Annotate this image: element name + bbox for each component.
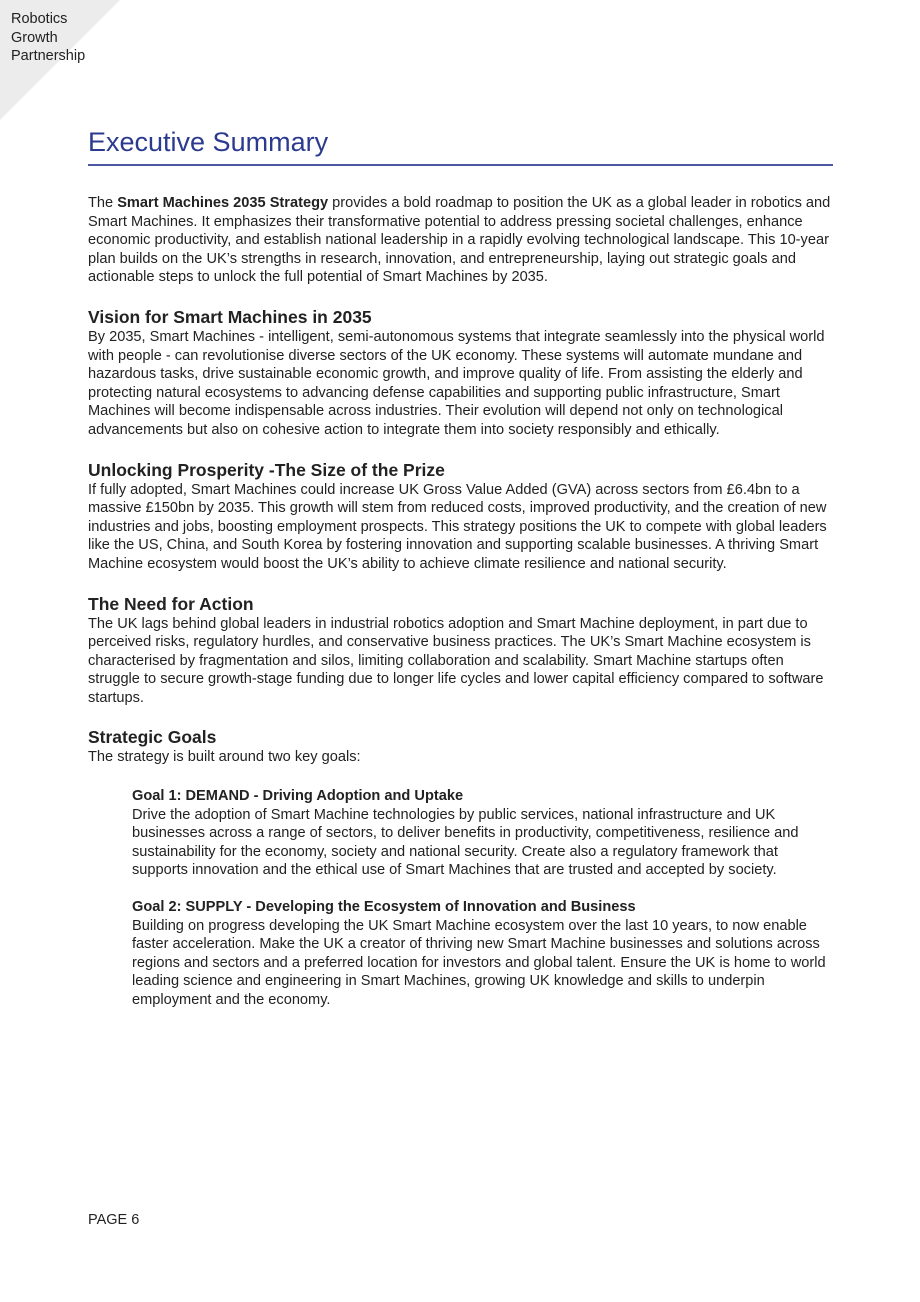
goals-list — [132, 787, 833, 1010]
section-heading: Strategic Goals — [88, 727, 217, 748]
goal-supply — [132, 898, 833, 1010]
strategy-name: Smart Machines 2035 Strategy — [117, 195, 329, 211]
title-divider — [88, 164, 833, 166]
section-vision — [88, 307, 833, 440]
intro-paragraph — [88, 194, 833, 287]
section-body: The strategy is built around two key goals: — [88, 749, 361, 766]
section-body: The UK lags behind global leaders in industrial robotics adoption and Smart Machine deployment, in part due to perceived risks, regulatory hurdles, and conservative business practices. The UK’s Smart Machine ecosystem is characterised by fragmentation and silos, limiting collaboration and scalability. Smart Machine startups often struggle to secure growth-stage funding due to longer life cycles and lower capital efficiency compared to software startups. — [88, 615, 824, 706]
intro-text-start: The — [88, 195, 118, 211]
org-name — [11, 10, 85, 66]
section-strategic-goals — [88, 727, 833, 767]
org-name-line: Growth — [11, 29, 58, 46]
goal-demand — [132, 787, 833, 880]
section-body: If fully adopted, Smart Machines could increase UK Gross Value Added (GVA) across sectors from £6.4bn to a massive £150bn by 2035. This growth will stem from reduced costs, improved productivity, and the creation of new industries and jobs, boosting employment prospects. This strategy positions the UK to compete with global leaders like the US, China, and South Korea by fostering innovation and supporting scalable businesses. A thriving Smart Machine ecosystem would boost the UK’s ability to achieve climate resilience and national security. — [88, 481, 827, 572]
section-body: By 2035, Smart Machines - intelligent, semi-autonomous systems that integrate seamlessly into the physical world with people - can revolutionise diverse sectors of the UK economy. These systems will automate mundane and hazardous tasks, drive sustainable economic growth, and improve quality of life. From assisting the elderly and protecting natural ecosystems to advancing defense capabilities and supporting public infrastructure, Smart Machines will become indispensable across industries. Their evolution will depend not only on technological advancements but also on cohesive action to integrate them into society responsibly and ethically. — [88, 328, 825, 438]
page-number: PAGE 6 — [88, 1212, 140, 1228]
main-content — [88, 124, 833, 1010]
goal-title: Goal 1: DEMAND - Driving Adoption and Uptake — [132, 788, 464, 805]
goal-body: Building on progress developing the UK Smart Machine ecosystem over the last 10 years, to now enable faster acceleration. Make the UK a creator of thriving new Smart Machine businesses and solutions across regions and sectors and a preferred location for investors and global talent. Ensure the UK is home to world leading science and engineering in Smart Machines, growing UK knowledge and skills to underpin employment and the economy. — [132, 917, 826, 1008]
org-name-line: Partnership — [11, 48, 86, 64]
intro-text-rest: provides a bold roadmap to position the UK as a global leader in robotics and Smart Machines. It emphasizes their transformative potential to address pressing societal challenges, enhance economic productivity, and establish national leadership in a rapidly evolving technological landscape. This 10-year plan builds on the UK’s strengths in research, innovation, and entrepreneurship, laying out strategic goals and actionable steps to unlock the full potential of Smart Machines by 2035. — [88, 195, 831, 286]
section-prosperity — [88, 460, 833, 574]
section-need-for-action — [88, 594, 833, 708]
goal-title: Goal 2: SUPPLY - Developing the Ecosystem of Innovation and Business — [132, 899, 636, 916]
section-heading: The Need for Action — [88, 593, 254, 614]
section-heading: Vision for Smart Machines in 2035 — [88, 306, 372, 327]
org-name-line: Robotics — [11, 11, 68, 27]
section-heading: Unlocking Prosperity -The Size of the Prize — [88, 459, 445, 480]
goal-body: Drive the adoption of Smart Machine technologies by public services, national infrastructure and UK businesses across a range of sectors, to deliver benefits in productivity, competitiveness, resilience and sustainability for the economy, society and national security. Create also a regulatory framework that supports innovation and the ethical use of Smart Machines that are trusted and accepted by society. — [132, 806, 799, 879]
page-title: Executive Summary — [88, 127, 329, 157]
